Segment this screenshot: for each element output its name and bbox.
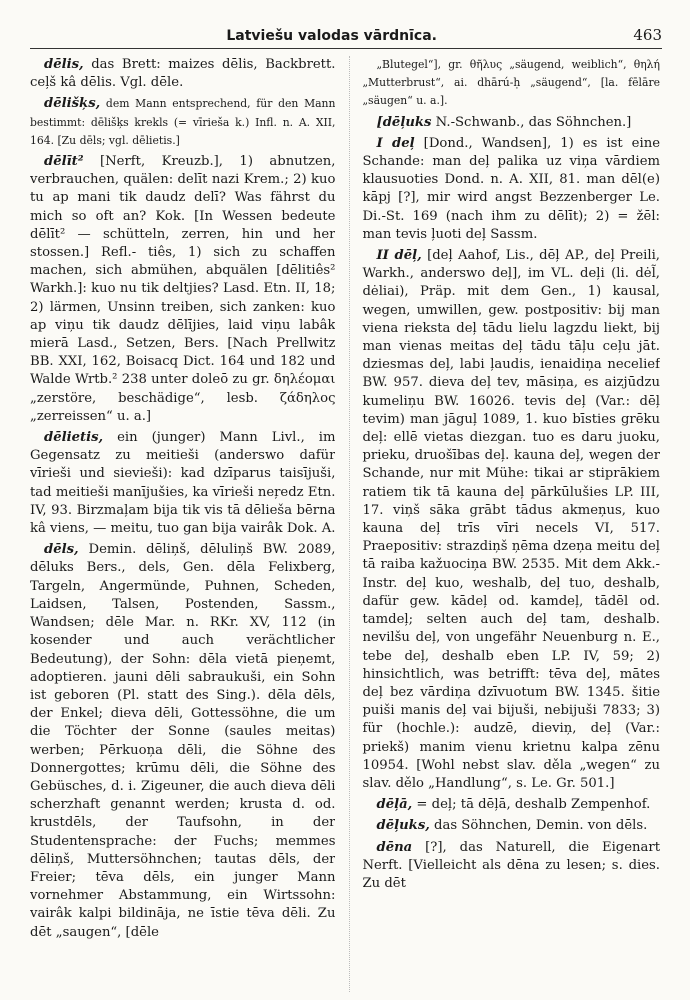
left-column — [30, 56, 335, 992]
entry-text: dem Mann entsprechend, für den Mann bestimmt: dēlišķs krekls (= vīrieša k.) Infl. n. A. XII, 164. [Zu dēls; vgl. dēlietis.] — [30, 97, 336, 147]
dictionary-entry — [30, 153, 335, 426]
entry-text: ein (junger) Mann Livl., im Gegensatz zu meitieši (anderswo dafür vīrieši und sievieši): kad dzīparus taisījuši, tad meitieši manījušies, ka vīrieši neŗedz Etn. IV, 93. Birzmaļam bija tik vis tā dēlieša bērna kâ viens, — meitu, tuo gan bija vairâk Dok. A. — [30, 430, 336, 537]
entry-headword: dēlietis, — [44, 430, 104, 446]
page-number: 463 — [633, 26, 662, 44]
dictionary-entry — [362, 817, 660, 835]
dictionary-entry — [362, 114, 660, 132]
dictionary-entry — [30, 429, 335, 538]
right-column — [349, 56, 660, 992]
entry-headword: dēļuks, — [376, 818, 430, 834]
entry-headword: dēlis, — [44, 57, 84, 72]
entry-headword: II dēļ, — [376, 248, 422, 264]
entry-headword: dēls, — [44, 542, 79, 558]
page-title: Latviešu valodas vārdnīca. — [226, 28, 437, 44]
entry-headword: I deļ — [376, 135, 415, 151]
entry-text: [Nerft, Kreuzb.], 1) abnutzen, verbrauchen, quälen: delīt nazi Krem.; 2) kuo tu ap mani tik daudz delī? Was fährst du mich so oft an? Kok. [In Wessen bedeute dēlīt² — schütteln, zerren, hin und her stossen.] Refl.- tiês, 1) sich zu schaffen machen, sich abmühen, abquälen [dēlitiês² Warkh.]: kuo nu tik deltjies? Lasd. Etn. II, 18; 2) lärmen, Unsinn treiben, sich zanken: kuo ap viņu tik daudz dēlījies, laid viņu labâk mierā Lasd., Setzen, Bers. [Nach Prellwitz BB. XXI, 162, Boisacq Dict. 164 und 182 und Walde Wrtb.² 238 unter doleō zu gr. δηλέομαι „zerstöre, beschädige“, lesb. ζάδηλος „zerreissen“ u. a.] — [30, 154, 336, 424]
dictionary-entry — [362, 135, 660, 244]
entry-headword: [dēļuks — [376, 114, 432, 130]
entry-text: das Söhnchen, Demin. von dēls. — [429, 818, 648, 834]
running-head — [30, 10, 662, 49]
entry-headword: dēlišķs, — [44, 96, 101, 112]
dictionary-entry — [362, 796, 660, 814]
entry-text: N.-Schwanb., das Söhnchen.] — [431, 114, 632, 130]
dictionary-entry — [362, 247, 660, 793]
columns — [30, 56, 660, 992]
entry-text: „Blutegel“], gr. θῆλυς „säugend, weiblich“, θηλή „Mutterbrust“, ai. dhārú-ḥ „säugend“, [la. fēlāre „säugen“ u. a.]. — [362, 58, 660, 108]
entry-headword: dēlīt² — [44, 154, 84, 170]
dictionary-entry — [30, 541, 335, 941]
entry-text: das Brett: maizes dēlis, Backbrett. cel̦š kâ dēlis. Vgl. dēle. — [30, 57, 336, 91]
entry-text: [deļ Aahof, Lis., dēļ AP., deļ Preili, Warkh., anderswo deļ], im VL. deļi (li. dėl̃, dėliai), Präp. mit dem Gen., 1) kausal, wegen, umwillen, gew. postpositiv: bij man viena rieksta deļ tādu lielu lagzdu liekt, bij man vienas meitas deļ tādu tāļu ceļu jāt. dziesmas deļ, labi ļaudis, ienaidiņa necelief BW. 957. dieva deļ tev, māsiņa, es aizjūdzu kumeliņu BW. 16026. tevis deļ (Var.: dēļ tevim) man jāguļ 1089, 1. kuo bīsties grēku deļ: ellē vietas diezgan. tuo es daru juoku, prieku, druošības deļ. kauna deļ, wegen der Schande, nur mit Mühe: tikai ar stiprākiem ratiem tik tā kauna deļ pārkūlušies LP. III, 17. viņš sāka grābt tādus akmeņus, kuo kauna deļ trīs vīri necels VI, 517. Praepositiv: strazdiņš ņēma dzeņa meitu deļ tā raiba kažuociņa BW. 2535. Mit dem Akk.-Instr. deļ kuo, weshalb, deļ tuo, deshalb, dafür gew. kādeļ od. kamdeļ, tādēl od. tamdeļ; selten auch deļ tam, deshalb. nevilšu deļ, von ungefähr Neuenburg n. E., tebe deļ, deshalb eben LP. IV, 59; 2) hinsichtlich, was betrifft: tēva deļ, mātes deļ bez vārdiņa dzīvuotum BW. 1345. šitie puiši manis deļ vai bijuši, nebijuši 7833; 3) für (hochle.): audzē, dieviņ, deļ (Var.: priekš) manim vienu krietnu kalpa zēnu 10954. [Wohl nebst slav. dělа „wegen“ zu slav. dělo „Handlung“, s. Le. Gr. 501.] — [362, 248, 660, 791]
dictionary-entry — [362, 56, 660, 111]
dictionary-entry — [30, 56, 335, 92]
entry-text: Demin. dēliņš, dēluliņš BW. 2089, dēluks Bers., dels, Gen. dēla Felixberg, Targeln, Angermünde, Puhnen, Scheden, Laidsen, Talsen, Postenden, Sassm., Wandsen; dēle Mar. n. RKr. XV, 112 (in kosender und auch verächtlicher Bedeutung), der Sohn: dēla vietā pieņemt, adoptieren. jauni dēli sabraukuši, ein Sohn ist geboren (Pl. statt des Sing.). dēla dēls, der Enkel; dieva dēli, Gottessöhne, die um die Töchter der Sonne (saules meitas) werben; Pērkuoņa dēli, die Söhne des Donnergottes; krūmu dēli, die Söhne des Gebüsches, d. i. Zigeuner, die auch dieva dēli scherzhaft genannt werden; krusta d. od. krustdēls, der Taufsohn, in der Studentensprache: der Fuchs; memmes dēliņš, Muttersöhnchen; tautas dēls, der Freier; tēva dēls, ein junger Mann vornehmer Abstammung, ein Wirtssohn: vairâk kalpi bildināja, ne īstie tēva dēli. Zu dēt „saugen“, [dēle — [30, 542, 336, 940]
entry-text: [Dond., Wandsen], 1) es ist eine Schande: man deļ palika uz viņa vārdiem klausuoties Dond. n. A. XII, 81. man dēl(e) kāpj [?], mir wird angst Bezzenberger Le. Di.-St. 169 (nach ihm zu dēlīt); 2) = žēl: man tevis ļuoti deļ Sassm. — [362, 135, 660, 242]
entry-text: [?], das Naturell, die Eigenart Nerft. [Vielleicht als dēna zu lesen; s. dies. Zu dēt — [362, 839, 660, 891]
dictionary-entry — [30, 95, 335, 150]
entry-headword: dēļā, — [376, 797, 413, 813]
entry-headword: dēna — [376, 839, 413, 855]
dictionary-entry — [362, 839, 660, 894]
entry-text: = deļ; tā dēļā, deshalb Zempenhof. — [412, 797, 651, 813]
